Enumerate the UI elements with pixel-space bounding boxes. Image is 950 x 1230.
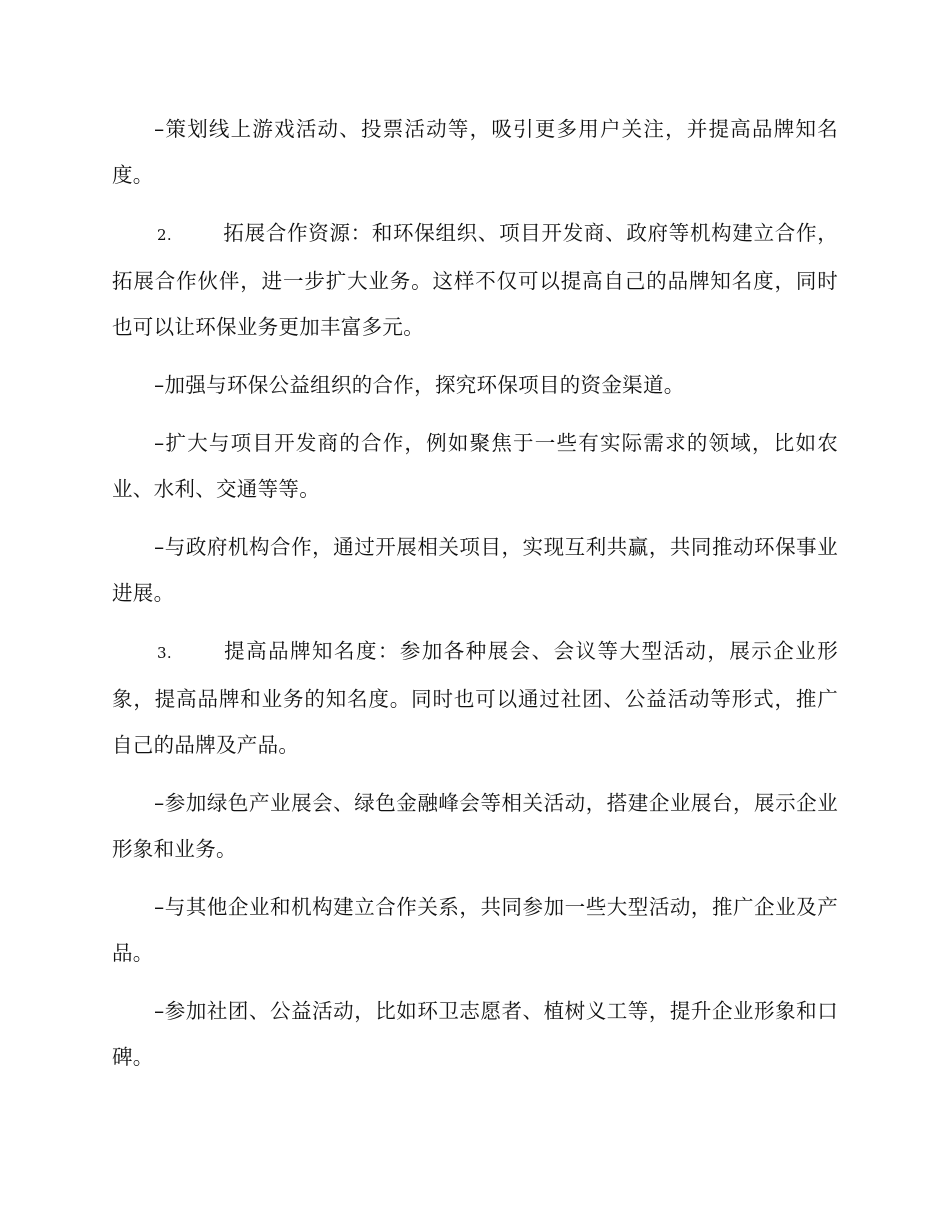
numbered-paragraph <box>112 628 838 768</box>
document-body <box>112 106 838 1092</box>
bullet-paragraph: –参加社团、公益活动，比如环卫志愿者、植树义工等，提升企业形象和口碑。 <box>112 999 838 1069</box>
bullet-paragraph: –与其他企业和机构建立合作关系，共同参加一些大型活动，推广企业及产品。 <box>112 895 838 965</box>
bullet-paragraph: –扩大与项目开发商的合作，例如聚焦于一些有实际需求的领域，比如农业、水利、交通等等。 <box>112 431 838 501</box>
list-number: 3. <box>157 644 172 662</box>
bullet-paragraph: –与政府机构合作，通过开展相关项目，实现互利共赢，共同推动环保事业进展。 <box>112 535 838 605</box>
paragraph-text: 提高品牌知名度：参加各种展会、会议等大型活动，展示企业形象，提高品牌和业务的知名度。同时也可以通过社团、公益活动等形式，推广自己的品牌及产品。 <box>112 639 838 757</box>
list-number: 2. <box>157 226 172 244</box>
paragraph-text: 拓展合作资源：和环保组织、项目开发商、政府等机构建立合作，拓展合作伙伴，进一步扩大业务。这样不仅可以提高自己的品牌知名度，同时也可以让环保业务更加丰富多元。 <box>112 221 838 339</box>
bullet-paragraph: –参加绿色产业展会、绿色金融峰会等相关活动，搭建企业展台，展示企业形象和业务。 <box>112 791 838 861</box>
bullet-paragraph: –加强与环保公益组织的合作，探究环保项目的资金渠道。 <box>154 373 685 397</box>
bullet-paragraph: –策划线上游戏活动、投票活动等，吸引更多用户关注，并提高品牌知名度。 <box>112 117 838 187</box>
numbered-paragraph <box>112 210 838 350</box>
